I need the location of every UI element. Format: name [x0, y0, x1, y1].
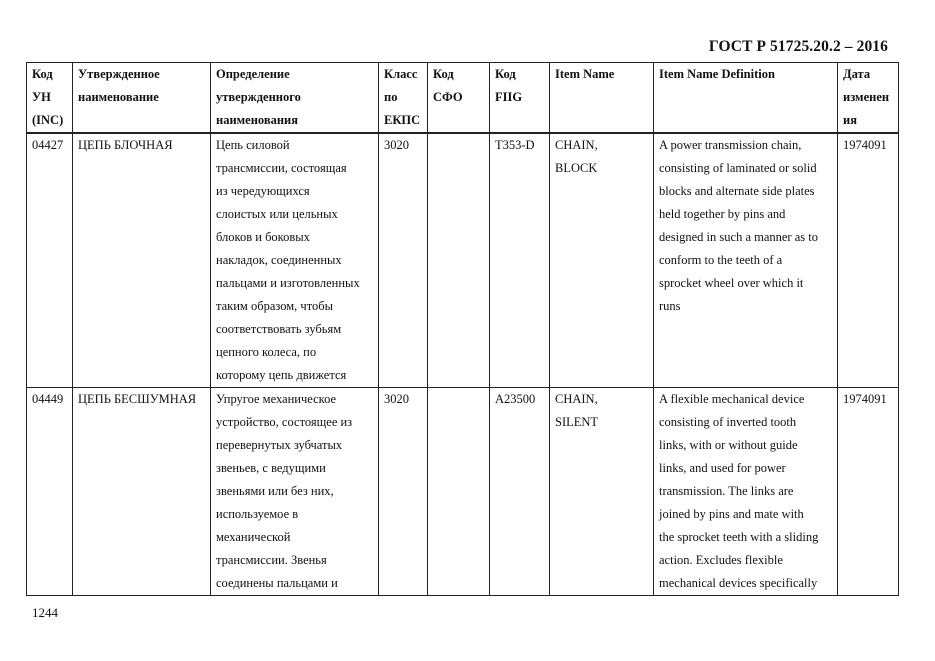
cell-definition: Упругое механическое устройство, состоящее из перевернутых зубчатых звеньев, с ведущими звеньями или без них, используемое в механической трансмиссии. Звенья соединены пальцами и [211, 388, 379, 596]
header-definition: Определение утвержденного наименования [211, 63, 379, 134]
page-number: 1244 [32, 605, 58, 620]
header-fiig: Код FIIG [490, 63, 550, 134]
header-item-name: Item Name [550, 63, 654, 134]
cell-item-name: CHAIN, SILENT [550, 388, 654, 596]
table-row [27, 133, 899, 388]
document-standard-header: ГОСТ Р 51725.20.2 – 2016 [708, 38, 888, 55]
table-row [27, 388, 899, 596]
cell-class: 3020 [379, 388, 428, 596]
cell-inc: 04449 [27, 388, 73, 596]
cell-change-date: 1974091 [838, 388, 899, 596]
table-header-row [27, 63, 899, 134]
header-sfo: Код СФО [428, 63, 490, 134]
cell-item-name-definition: A flexible mechanical device consisting of inverted tooth links, with or without guide links, and used for power transmission. The links are joined by pins and mate with the sprocket teeth with a sliding action. Excludes flexible mechanical devices specifically [654, 388, 838, 596]
cell-change-date: 1974091 [838, 133, 899, 388]
header-inc: Код УН (INC) [27, 63, 73, 134]
cell-item-name: CHAIN, BLOCK [550, 133, 654, 388]
nomenclature-table [26, 62, 899, 596]
cell-fiig: A23500 [490, 388, 550, 596]
cell-sfo [428, 133, 490, 388]
header-item-name-definition: Item Name Definition [654, 63, 838, 134]
cell-item-name-definition: A power transmission chain, consisting of laminated or solid blocks and alternate side plates held together by pins and designed in such a manner as to conform to the teeth of a sprocket wheel over which it runs [654, 133, 838, 388]
header-class: Класс по ЕКПС [379, 63, 428, 134]
header-change-date: Дата изменен ия [838, 63, 899, 134]
cell-sfo [428, 388, 490, 596]
cell-fiig: T353-D [490, 133, 550, 388]
cell-approved-name: ЦЕПЬ БЛОЧНАЯ [73, 133, 211, 388]
header-approved-name: Утвержденное наименование [73, 63, 211, 134]
cell-definition: Цепь силовой трансмиссии, состоящая из чередующихся слоистых или цельных блоков и боковых накладок, соединенных пальцами и изготовленных таким образом, чтобы соответствовать зубьям цепного колеса, по которому цепь движется [211, 133, 379, 388]
cell-inc: 04427 [27, 133, 73, 388]
cell-class: 3020 [379, 133, 428, 388]
cell-approved-name: ЦЕПЬ БЕСШУМНАЯ [73, 388, 211, 596]
